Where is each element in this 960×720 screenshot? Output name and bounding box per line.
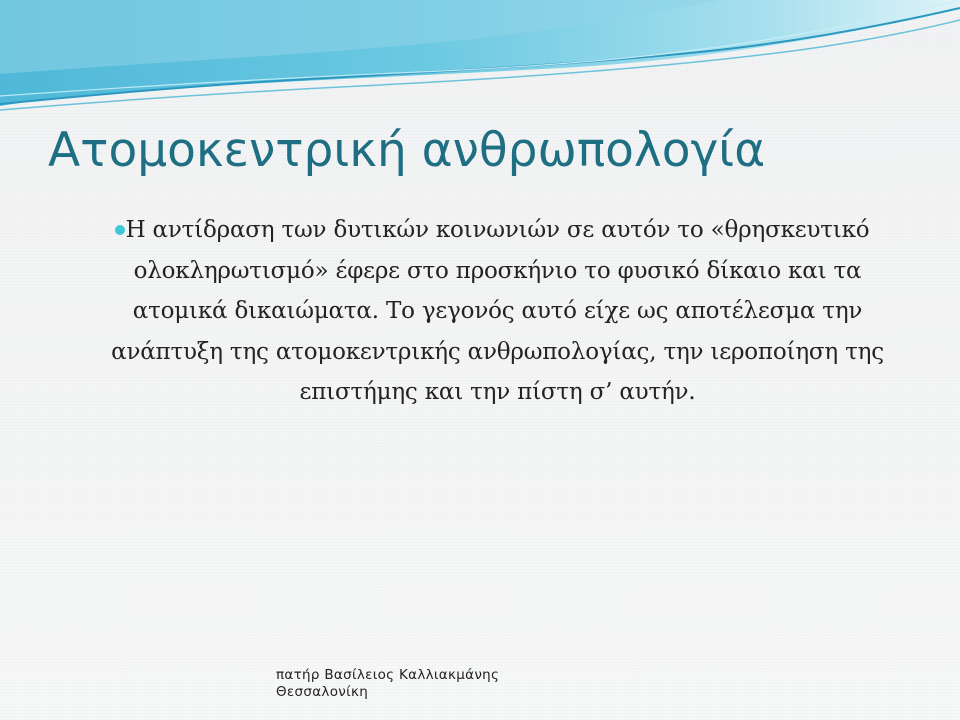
bullet-dot-icon: [115, 225, 125, 235]
bullet-item: [100, 210, 895, 413]
header-wave-decoration: [0, 0, 960, 120]
bullet-text: Η αντίδραση των δυτικών κοινωνιών σε αυτόν το «θρησκευτικό ολοκληρωτισμό» έφερε στο προσκήνιο το φυσικό δίκαιο και τα ατομικά δικαιώματα. Το γεγονός αυτό είχε ως αποτέλεσμα την ανάπτυξη της ατομοκεντρικής ανθρωπολογίας, την ιεροποίηση της επιστήμης και την πίστη σ’ αυτήν.: [111, 217, 884, 405]
footer-location: Θεσσαλονίκη: [276, 684, 369, 700]
slide-title: Ατομοκεντρική ανθρωπολογία: [48, 123, 766, 178]
bullet-list: [100, 210, 895, 413]
slide-footer: [276, 667, 499, 701]
footer-author: πατήρ Βασίλειος Καλλιακμάνης: [276, 667, 500, 683]
